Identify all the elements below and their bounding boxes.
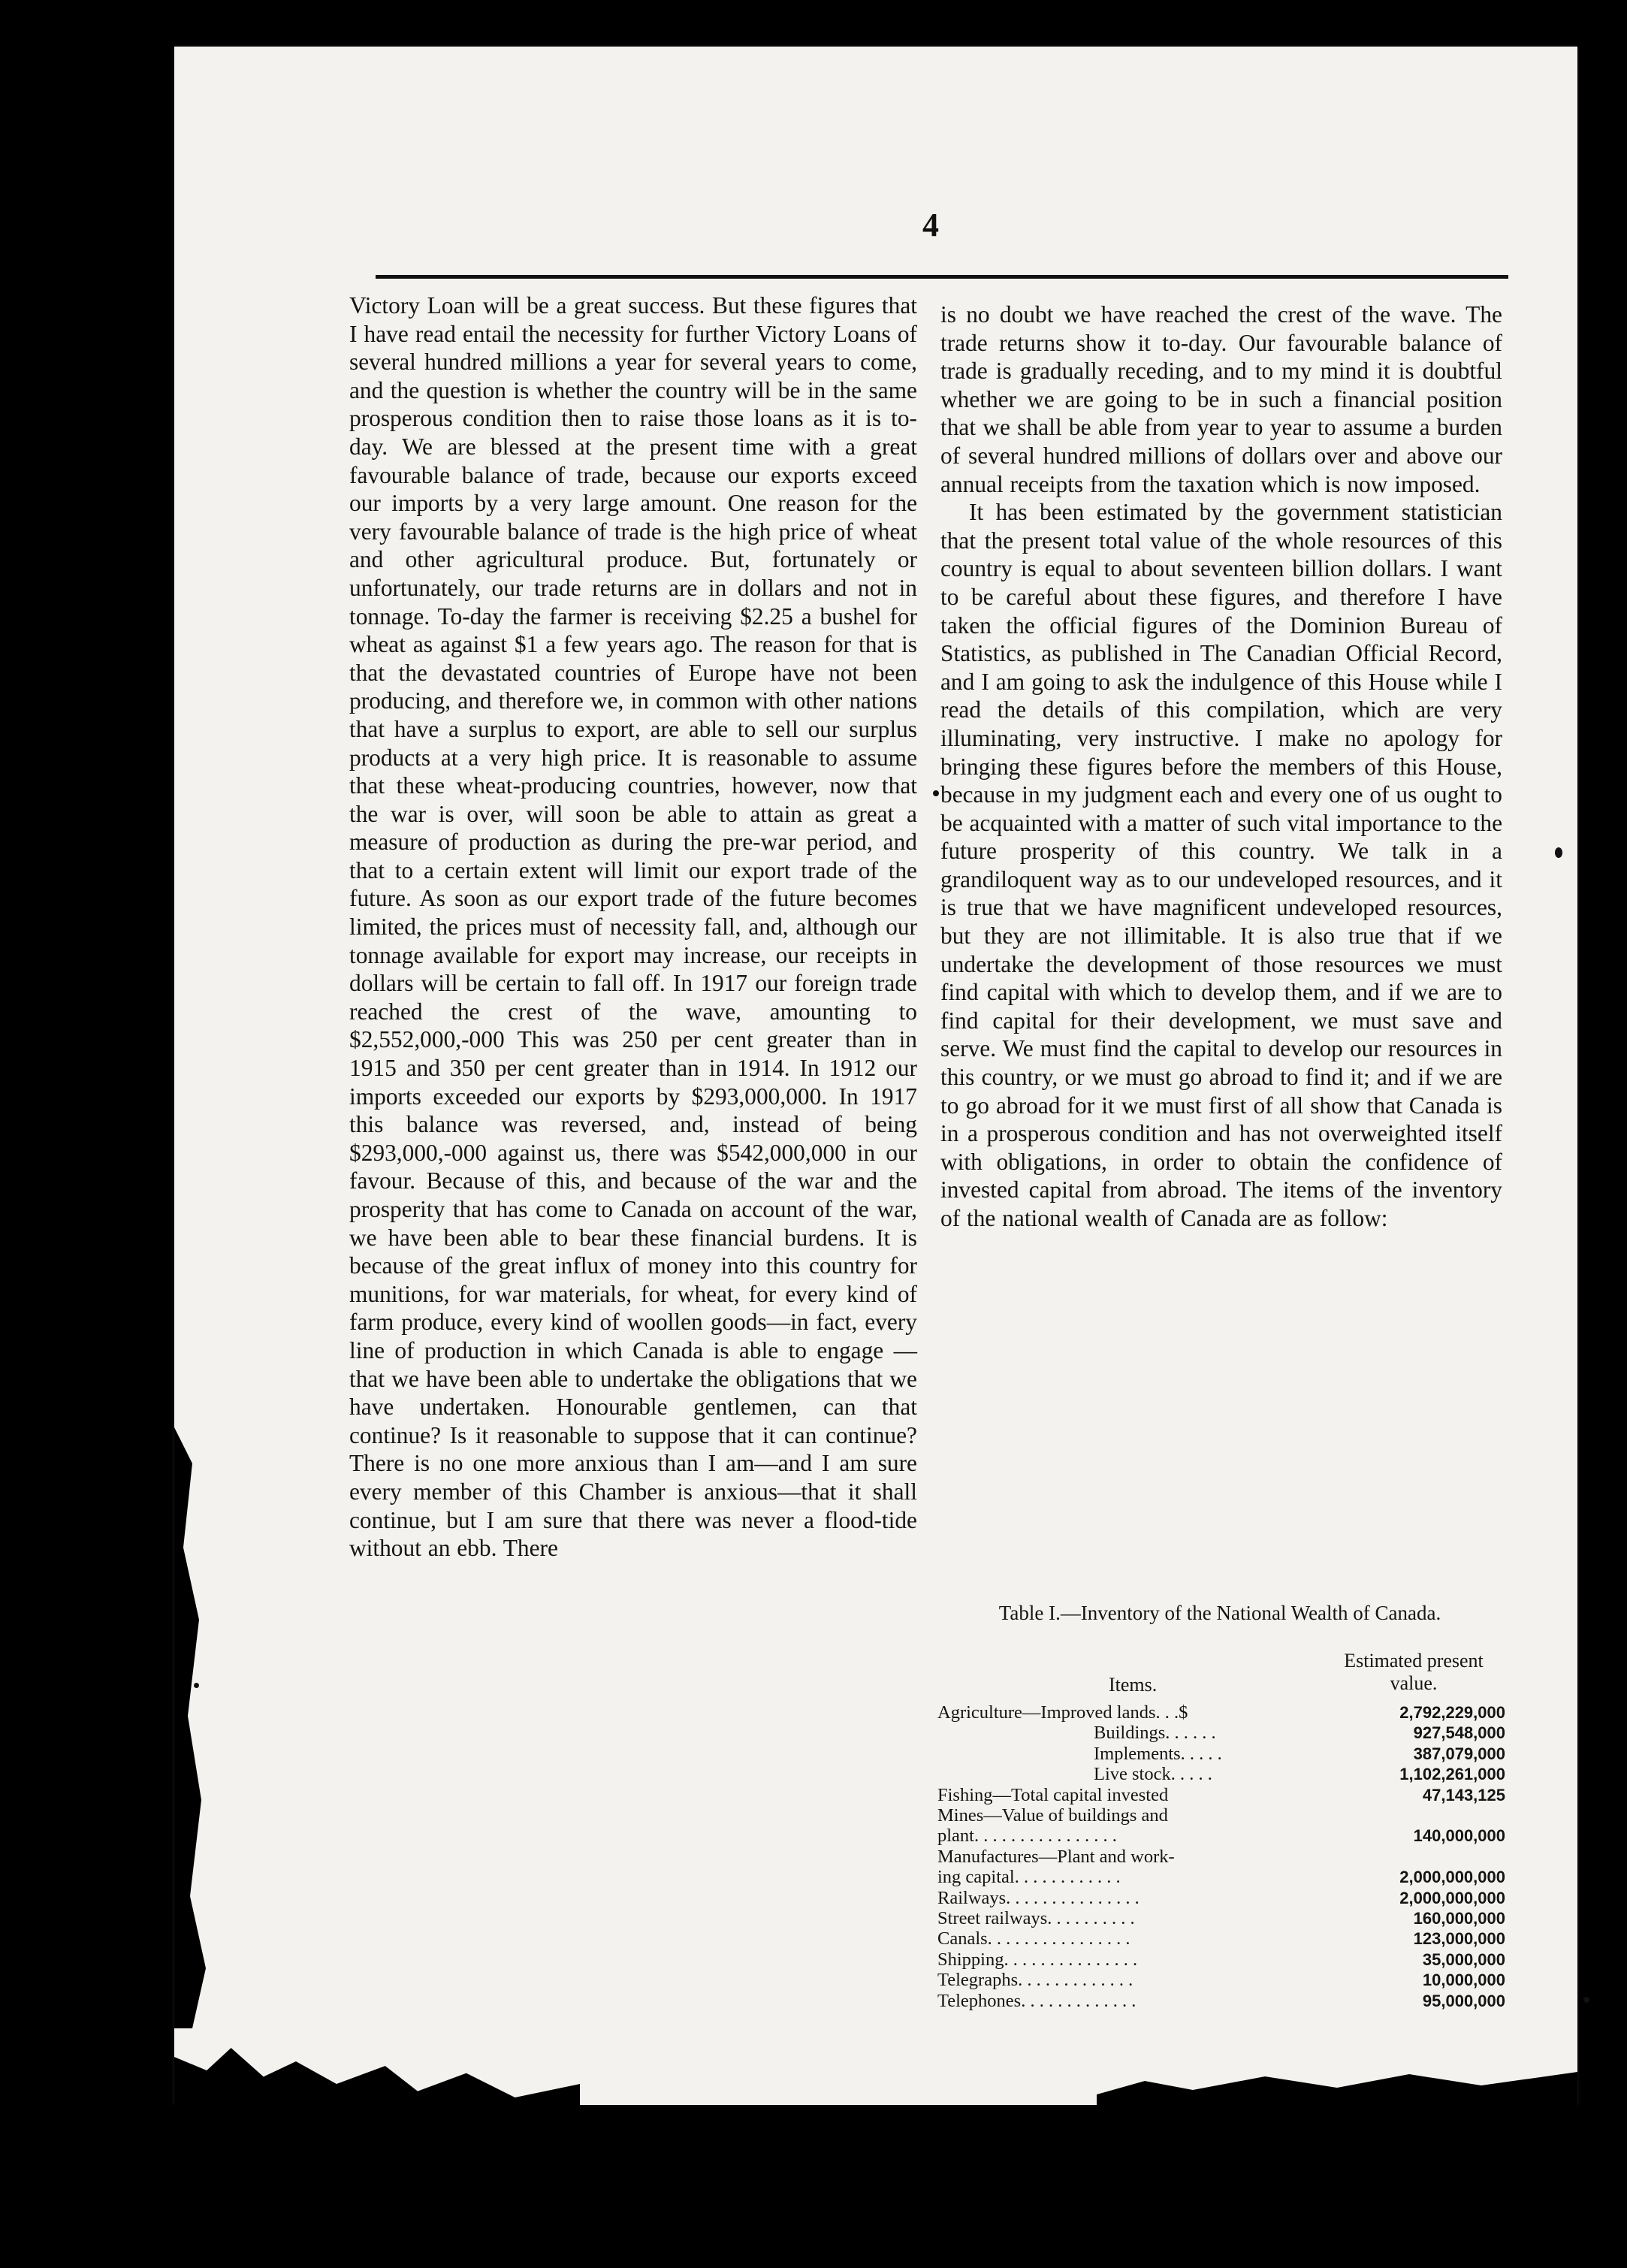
ink-speck bbox=[194, 1683, 199, 1688]
table-row-label: Shipping. . . . . . . . . . . . . . . bbox=[937, 1949, 1138, 1970]
table-row-value bbox=[1370, 1805, 1505, 1826]
table-row-label: Telegraphs. . . . . . . . . . . . . bbox=[937, 1970, 1133, 1991]
table-row-label: Canals. . . . . . . . . . . . . . . . bbox=[937, 1928, 1130, 1949]
table-header-value: Estimated present value. bbox=[1344, 1650, 1484, 1694]
table-row bbox=[937, 1867, 1505, 1887]
left-paragraph-1: Victory Loan will be a great success. But these figures that I have read entail the necessity for further Victory Loans of several hundred millions a year for several years to come, and the question is whether the country will be in the same prosperous condition then to raise those loans as it is to-day. We are blessed at the present time with a great favourable balance of trade, because our exports exceed our imports by a very large amount. One reason for the very favourable balance of trade is the high price of wheat and other agricultural produce. But, fortunately or unfortunately, our trade returns are in dollars and not in tonnage. To-day the farmer is receiving $2.25 a bushel for wheat as against $1 a few years ago. The reason for that is that the devastated countries of Europe have not been producing, and therefore we, in common with other nations that have a surplus to export, are able to sell our surplus products at a very high price. It is reasonable to assume that these wheat-producing countries, however, now that the war is over, will soon be able to attain as great a measure of production as during the pre-war period, and that to a certain extent will limit our export trade of the future. As soon as our export trade of the future becomes limited, the prices must of necessity fall, and, although our tonnage available for export may increase, our receipts in dollars will be certain to fall off. In 1917 our foreign trade reached the crest of the wave, amounting to $2,552,000,-000 This was 250 per cent greater than in 1915 and 350 per cent greater than in 1914. In 1912 our imports exceeded our exports by $293,000,000. In 1917 this balance was reversed, and, instead of being $293,000,-000 against us, there was $542,000,000 in our favour. Because of this, and because of the war and the prosperity that has come to Canada on account of the war, we have been able to bear these financial burdens. It is because of the great influx of money into this country for munitions, for war materials, for wheat, for every kind of farm produce, every kind of woollen goods—in fact, every line of production in which Canada is able to engage —that we have been able to undertake the obligations that we have undertaken. Honourable gentlemen, can that continue? Is it reasonable to suppose that it can continue? There is no one more anxious than I am—and I am sure every member of this Chamber is anxious—that it shall continue, but I am sure that there was never a flood-tide without an ebb. There bbox=[349, 292, 917, 1562]
table-row bbox=[937, 1908, 1505, 1928]
table-row bbox=[937, 1785, 1505, 1805]
table-row-value: 47,143,125 bbox=[1422, 1785, 1505, 1804]
table-row-label: Agriculture—Improved lands. . .$ bbox=[937, 1702, 1188, 1723]
table-row bbox=[937, 1991, 1505, 2011]
header-rule bbox=[376, 275, 1508, 279]
table-row bbox=[937, 1949, 1505, 1970]
table-row-label: Railways. . . . . . . . . . . . . . . bbox=[937, 1887, 1140, 1908]
table-row-value: 10,000,000 bbox=[1422, 1971, 1505, 1990]
ink-speck bbox=[1583, 1997, 1589, 2003]
table-row bbox=[937, 1723, 1505, 1743]
table-row bbox=[937, 1805, 1505, 1826]
table-row bbox=[937, 1888, 1505, 1908]
table-row-value: 123,000,000 bbox=[1413, 1929, 1505, 1949]
left-text-column bbox=[349, 291, 917, 1563]
right-paragraph-1: is no doubt we have reached the crest of the wave. The trade returns show it to-day. Our favourable balance of trade is gradually receding, and to my mind it is doubtful whether we are going to be in such a financial position that we shall be able from year to year to assume a burden of several hundred millions of dollars over and above our annual receipts from the taxation which is now imposed. bbox=[940, 301, 1502, 497]
table-row-value: 95,000,000 bbox=[1422, 1991, 1505, 2010]
ink-speck bbox=[1555, 847, 1562, 858]
table-row bbox=[937, 1764, 1505, 1784]
table-row-label: Manufactures—Plant and work- bbox=[937, 1846, 1175, 1867]
table-row-value: 160,000,000 bbox=[1413, 1909, 1505, 1928]
table-row-label: Buildings. . . . . . bbox=[1094, 1723, 1216, 1744]
table-title: Table I.—Inventory of the National Wealth of Canada. bbox=[998, 1602, 1441, 1624]
table-row-value: 2,000,000,000 bbox=[1399, 1868, 1505, 1887]
table-row bbox=[937, 1826, 1505, 1846]
table-row-label: Street railways. . . . . . . . . . bbox=[937, 1908, 1135, 1929]
table-row bbox=[937, 1847, 1505, 1867]
table-row-label: Live stock. . . . . bbox=[1094, 1764, 1212, 1785]
table-row-value: 140,000,000 bbox=[1413, 1826, 1505, 1846]
table-row bbox=[937, 1928, 1505, 1949]
table-row-value: 1,102,261,000 bbox=[1399, 1765, 1505, 1784]
table-row-value: 387,079,000 bbox=[1413, 1744, 1505, 1763]
table-row-label: Telephones. . . . . . . . . . . . . bbox=[937, 1990, 1136, 2011]
table-row-value: 35,000,000 bbox=[1422, 1949, 1505, 1969]
ink-speck bbox=[933, 790, 939, 796]
table-row-label: ing capital. . . . . . . . . . . . bbox=[937, 1867, 1121, 1888]
table-row-value: 2,000,000,000 bbox=[1399, 1888, 1505, 1907]
table-row-value: 927,548,000 bbox=[1413, 1723, 1505, 1743]
table-row bbox=[937, 1702, 1505, 1723]
right-text-column bbox=[940, 300, 1502, 1233]
page-number: 4 bbox=[922, 207, 939, 243]
right-paragraph-2: It has been estimated by the government statistician that the present total value of the whole resources of this country is equal to about seventeen billion dollars. I want to be careful about these figures, and therefore I have taken the official figures of the Dominion Bureau of Statistics, as published in The Canadian Official Record, and I am going to ask the indulgence of this House while I read the details of this compilation, which are very illuminating, very instructive. I make no apology for bringing these figures before the members of this House, because in my judgment each and every one of us ought to be acquainted with a matter of such vital importance to the future prosperity of this country. We talk in a grandiloquent way as to our undeveloped resources, and it is true that we have magnificent undeveloped resources, but they are not illimitable. It is also true that if we undertake the development of those resources we must find capital with which to develop them, and if we are to find capital for their development, we must save and serve. We must find the capital to develop our resources in this country, or we must go abroad to find it; and if we are to go abroad for it we must first of all show that Canada is in a prosperous condition and has not overweighted itself with obligations, in order to obtain the confidence of invested capital from abroad. The items of the inventory of the national wealth of Canada are as follow: bbox=[940, 499, 1502, 1231]
table-header-items: Items. bbox=[1109, 1674, 1158, 1696]
table-row-label: plant. . . . . . . . . . . . . . . . bbox=[937, 1826, 1117, 1847]
inventory-table bbox=[937, 1702, 1505, 2011]
table-row bbox=[937, 1744, 1505, 1764]
table-row-value bbox=[1370, 1847, 1505, 1867]
table-row-value: 2,792,229,000 bbox=[1399, 1703, 1505, 1722]
table-row-label: Mines—Value of buildings and bbox=[937, 1805, 1168, 1826]
table-row bbox=[937, 1970, 1505, 1990]
table-row-label: Implements. . . . . bbox=[1094, 1743, 1222, 1764]
table-row-label: Fishing—Total capital invested bbox=[937, 1784, 1169, 1805]
